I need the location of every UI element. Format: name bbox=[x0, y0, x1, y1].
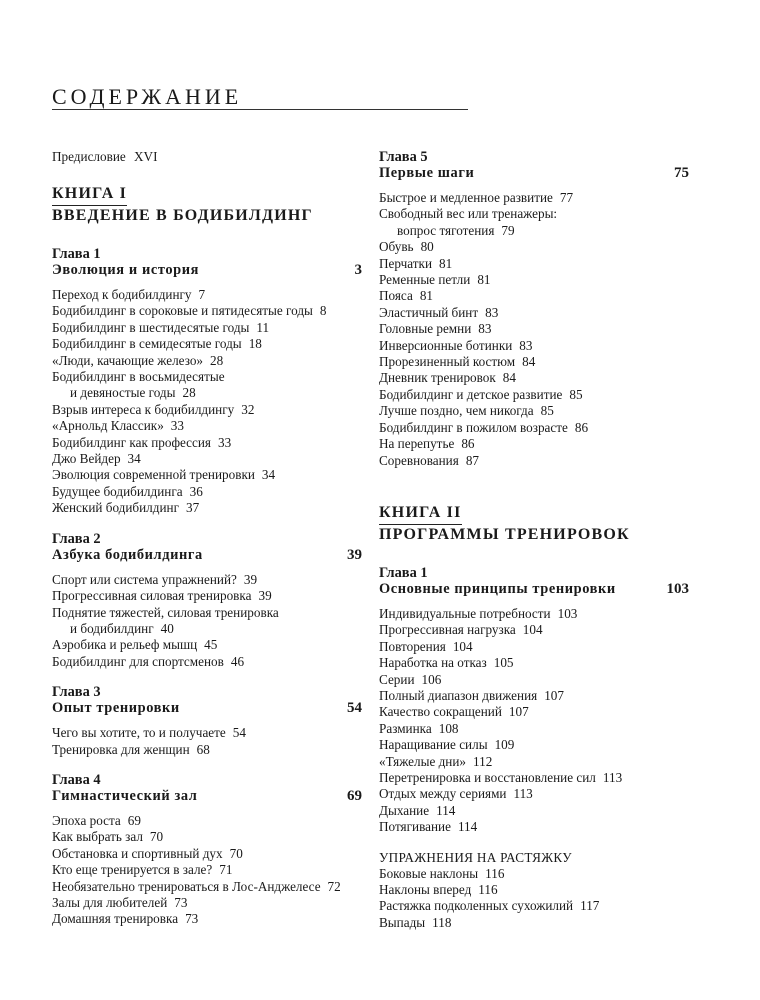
toc-entry[interactable] bbox=[379, 639, 689, 655]
chapter-title-row[interactable] bbox=[52, 788, 362, 805]
stretch-heading: УПРАЖНЕНИЯ НА РАСТЯЖКУ bbox=[379, 849, 572, 865]
toc-entry-title: Прогрессивная силовая тренировка bbox=[52, 588, 252, 604]
toc-entry[interactable] bbox=[379, 387, 689, 403]
toc-entry-page: 87 bbox=[465, 452, 479, 468]
chapter-entries bbox=[52, 287, 362, 517]
toc-entry-page: 104 bbox=[522, 622, 543, 638]
chapter-title: Гимнастический зал bbox=[52, 787, 198, 804]
toc-entry-title: Женский бодибилдинг bbox=[52, 500, 179, 516]
toc-entry-page: 79 bbox=[501, 222, 515, 238]
toc-entry[interactable] bbox=[52, 287, 362, 303]
toc-entry[interactable] bbox=[379, 786, 689, 802]
toc-entry-title: Дыхание bbox=[379, 802, 430, 818]
toc-entry-title: Инверсионные ботинки bbox=[379, 337, 513, 353]
page-title: СОДЕРЖАНИЕ bbox=[52, 84, 243, 109]
toc-entry-page: 105 bbox=[493, 655, 514, 671]
toc-entry-page: 116 bbox=[478, 882, 498, 897]
chapter-title: Основные принципы тренировки bbox=[379, 580, 616, 597]
toc-entry[interactable] bbox=[379, 370, 689, 386]
toc-entry-title: Наращивание силы bbox=[379, 737, 488, 753]
chapter-entries bbox=[52, 725, 362, 758]
toc-entry-title: Пояса bbox=[379, 288, 413, 304]
toc-entry-title: Головные ремни bbox=[379, 321, 472, 337]
toc-entry-title: Перетренировка и восстановление сил bbox=[379, 769, 596, 785]
toc-entry-page: 28 bbox=[182, 385, 196, 401]
toc-entry-title: Необязательно тренироваться в Лос-Анджелесе bbox=[52, 878, 321, 894]
chapter-page: 39 bbox=[347, 546, 362, 563]
toc-entry-title: На перепутье bbox=[379, 436, 455, 452]
left-column bbox=[52, 149, 362, 942]
toc-entry-title: Бодибилдинг в восьмидесятые bbox=[52, 369, 225, 385]
toc-entry-page: 118 bbox=[432, 914, 452, 930]
chapter-title-row[interactable] bbox=[379, 165, 689, 182]
book-1-heading bbox=[52, 184, 362, 226]
preface-entry[interactable] bbox=[52, 149, 362, 165]
toc-entry[interactable] bbox=[52, 418, 362, 434]
toc-entry-page: 84 bbox=[502, 370, 516, 386]
toc-entry-title: Джо Вейдер bbox=[52, 451, 121, 467]
title-divider bbox=[52, 109, 468, 110]
toc-entry-page: 18 bbox=[248, 336, 262, 352]
toc-entry-title: Кто еще тренируется в зале? bbox=[52, 862, 213, 878]
toc-entry[interactable] bbox=[379, 721, 689, 737]
chapter-title: Азбука бодибилдинга bbox=[52, 546, 203, 563]
toc-entry-title: Эпоха роста bbox=[52, 812, 121, 828]
chapter-number: Глава 4 bbox=[52, 771, 101, 788]
toc-entry-page: 80 bbox=[420, 239, 434, 255]
toc-entry-page: 8 bbox=[319, 303, 327, 319]
toc-entry-page: 7 bbox=[198, 287, 206, 302]
toc-entry-title: Наработка на отказ bbox=[379, 655, 487, 671]
toc-entry[interactable] bbox=[52, 621, 362, 637]
toc-entry-page: 36 bbox=[189, 483, 203, 499]
toc-entry-title: Бодибилдинг в шестидесятые годы bbox=[52, 319, 250, 335]
toc-entry-page: 54 bbox=[232, 725, 246, 741]
toc-entry[interactable] bbox=[52, 862, 362, 878]
toc-entry-page: 81 bbox=[439, 255, 453, 271]
stretch-entries bbox=[379, 866, 689, 932]
chapter-title: Эволюция и история bbox=[52, 262, 199, 278]
toc-entry-title: Обувь bbox=[379, 239, 414, 255]
chapter-title-row[interactable] bbox=[52, 262, 362, 279]
toc-entry-title: Будущее бодибилдинга bbox=[52, 483, 183, 499]
toc-entry[interactable] bbox=[379, 704, 689, 720]
toc-entry-page: 68 bbox=[196, 741, 210, 757]
toc-entry[interactable] bbox=[52, 654, 362, 670]
toc-entry-title: Перчатки bbox=[379, 255, 433, 271]
toc-entry[interactable] bbox=[379, 655, 689, 671]
toc-entry[interactable] bbox=[379, 606, 689, 622]
toc-entry-page: 83 bbox=[478, 321, 492, 337]
toc-entry-page: 83 bbox=[485, 304, 499, 320]
toc-entry-page: 116 bbox=[485, 865, 505, 881]
toc-entry-title: Бодибилдинг в пожилом возрасте bbox=[379, 419, 568, 435]
toc-entry-page: 113 bbox=[602, 769, 623, 785]
toc-entry[interactable] bbox=[379, 866, 689, 882]
toc-entry[interactable] bbox=[52, 484, 362, 500]
toc-entry[interactable] bbox=[52, 467, 362, 483]
toc-entry[interactable] bbox=[52, 353, 362, 369]
toc-entry-title: «Люди, качающие железо» bbox=[52, 352, 204, 368]
toc-entry-page: 32 bbox=[241, 401, 255, 417]
toc-entry[interactable] bbox=[379, 239, 689, 255]
toc-entry-page: 107 bbox=[544, 687, 564, 703]
toc-entry-title: Прогрессивная нагрузка bbox=[379, 622, 516, 638]
toc-entry-page: 81 bbox=[419, 288, 433, 304]
stretch-section bbox=[379, 850, 689, 932]
toc-entry-page: 73 bbox=[185, 911, 199, 927]
chapter-entries bbox=[52, 572, 362, 670]
toc-entry-page: 69 bbox=[127, 812, 141, 828]
toc-entry[interactable] bbox=[379, 622, 689, 638]
toc-entry[interactable] bbox=[379, 754, 689, 770]
chapter-block bbox=[52, 531, 362, 670]
toc-entry-page: 109 bbox=[494, 737, 515, 753]
toc-entry-title: Качество сокращений bbox=[379, 704, 502, 720]
chapter-page: 103 bbox=[666, 580, 689, 597]
toc-entry[interactable] bbox=[379, 453, 689, 469]
toc-entry[interactable] bbox=[52, 303, 362, 319]
toc-entry[interactable] bbox=[379, 403, 689, 419]
toc-entry-page: 86 bbox=[574, 419, 589, 435]
toc-entry-page: 106 bbox=[421, 671, 442, 687]
toc-entry-page: 39 bbox=[258, 588, 272, 604]
toc-entry[interactable] bbox=[379, 882, 689, 898]
toc-entry[interactable] bbox=[52, 435, 362, 451]
toc-entry[interactable] bbox=[379, 354, 689, 370]
book-1-label: КНИГА I bbox=[52, 184, 127, 206]
toc-entry-page: 11 bbox=[256, 319, 270, 335]
toc-entry-title: Полный диапазон движения bbox=[379, 687, 538, 703]
toc-entry-page: 70 bbox=[229, 845, 243, 861]
toc-entry-title: и бодибилдинг bbox=[70, 620, 154, 636]
toc-entry[interactable] bbox=[52, 879, 362, 895]
preface-page: XVI bbox=[134, 149, 158, 164]
toc-entry-page: 104 bbox=[452, 638, 473, 654]
chapter-page: 75 bbox=[674, 165, 689, 181]
chapter-number: Глава 2 bbox=[52, 530, 101, 547]
toc-entry[interactable] bbox=[52, 369, 362, 385]
chapter-block bbox=[379, 149, 689, 469]
toc-entry-title: вопрос тяготения bbox=[397, 222, 495, 238]
toc-entry-title: Бодибилдинг в сороковые и пятидесятые годы bbox=[52, 303, 313, 319]
toc-entry-title: Обстановка и спортивный дух bbox=[52, 845, 223, 861]
toc-entry[interactable] bbox=[52, 846, 362, 862]
toc-entry-page: 81 bbox=[477, 272, 491, 288]
chapter-page: 69 bbox=[347, 787, 362, 804]
chapter-title-row[interactable] bbox=[52, 547, 362, 564]
toc-entry[interactable] bbox=[52, 572, 362, 588]
toc-entry[interactable] bbox=[379, 915, 689, 931]
toc-entry-title: Эластичный бинт bbox=[379, 304, 479, 320]
toc-entry[interactable] bbox=[52, 605, 362, 621]
chapter-title: Опыт тренировки bbox=[52, 700, 180, 717]
toc-entry[interactable] bbox=[52, 911, 362, 927]
toc-entry-title: и девяностые годы bbox=[70, 385, 176, 401]
toc-entry-page: 77 bbox=[559, 190, 574, 205]
toc-entry[interactable] bbox=[379, 672, 689, 688]
toc-entry[interactable] bbox=[379, 898, 689, 914]
toc-entry[interactable] bbox=[379, 272, 689, 288]
toc-entry-page: 114 bbox=[436, 802, 456, 818]
toc-entry-page: 34 bbox=[261, 467, 276, 483]
toc-entry-title: Аэробика и рельеф мышц bbox=[52, 637, 198, 653]
toc-entry-title: Чего вы хотите, то и получаете bbox=[52, 725, 226, 741]
chapter-title-row[interactable] bbox=[379, 581, 689, 598]
toc-entry-title: Как выбрать зал bbox=[52, 829, 143, 845]
chapter-block bbox=[52, 684, 362, 758]
toc-entry-title: Лучше поздно, чем никогда bbox=[379, 403, 534, 419]
toc-entry[interactable] bbox=[379, 803, 689, 819]
toc-entry-page: 39 bbox=[243, 571, 258, 587]
toc-entry[interactable] bbox=[379, 256, 689, 272]
chapter-number: Глава 5 bbox=[379, 149, 428, 165]
toc-entry-page: 103 bbox=[557, 605, 578, 621]
toc-entry-title: Боковые наклоны bbox=[379, 865, 479, 881]
toc-entry[interactable] bbox=[379, 223, 689, 239]
toc-entry[interactable] bbox=[379, 420, 689, 436]
toc-entry[interactable] bbox=[52, 500, 362, 516]
book-1-chapters bbox=[52, 246, 362, 928]
chapter-block bbox=[52, 772, 362, 928]
toc-entry[interactable] bbox=[379, 305, 689, 321]
toc-entry-page: 113 bbox=[513, 786, 533, 802]
toc-entry[interactable] bbox=[52, 725, 362, 741]
toc-entry-title: Бодибилдинг и детское развитие bbox=[379, 386, 563, 402]
toc-entry-page: 45 bbox=[204, 637, 218, 653]
toc-entry-page: 84 bbox=[522, 354, 536, 370]
toc-entry-title: Залы для любителей bbox=[52, 894, 168, 910]
toc-entry-page: 107 bbox=[508, 704, 529, 720]
toc-entry-page: 117 bbox=[580, 898, 600, 914]
toc-entry-page: 33 bbox=[218, 434, 232, 450]
toc-entry[interactable] bbox=[379, 190, 689, 206]
toc-entry-title: Соревнования bbox=[379, 452, 459, 468]
toc-entry-title: Потягивание bbox=[379, 819, 451, 835]
toc-entry-title: «Тяжелые дни» bbox=[379, 753, 467, 769]
chapter-5 bbox=[379, 149, 689, 469]
toc-entry-title: Наклоны вперед bbox=[379, 882, 472, 897]
toc-entry-title: Индивидуальные потребности bbox=[379, 605, 551, 621]
toc-entry[interactable] bbox=[379, 338, 689, 354]
toc-entry[interactable] bbox=[52, 320, 362, 336]
toc-entry-page: 112 bbox=[473, 753, 493, 769]
toc-entry-page: 34 bbox=[127, 451, 141, 467]
toc-entry-title: Серии bbox=[379, 671, 415, 687]
toc-entry-title: Отдых между сериями bbox=[379, 786, 507, 802]
toc-entry-page: 108 bbox=[438, 720, 459, 736]
toc-entry[interactable] bbox=[379, 737, 689, 753]
toc-entry-title: Растяжка подколенных сухожилий bbox=[379, 898, 574, 914]
toc-entry[interactable] bbox=[379, 770, 689, 786]
toc-entry-page: 37 bbox=[186, 500, 200, 516]
chapter-title-row[interactable] bbox=[52, 700, 362, 717]
toc-entry-title: Прорезиненный костюм bbox=[379, 354, 516, 370]
chapter-block bbox=[52, 246, 362, 517]
toc-entry-title: Выпады bbox=[379, 914, 426, 930]
right-column bbox=[379, 149, 689, 931]
toc-entry-title: Бодибилдинг в семидесятые годы bbox=[52, 336, 242, 352]
toc-entry-title: Бодибилдинг как профессия bbox=[52, 434, 211, 450]
toc-entry-title: Спорт или система упражнений? bbox=[52, 571, 237, 587]
toc-entry[interactable] bbox=[52, 829, 362, 845]
toc-entry[interactable] bbox=[379, 688, 689, 704]
toc-entry-title: Повторения bbox=[379, 638, 446, 654]
toc-entry-page: 83 bbox=[519, 337, 533, 353]
toc-entry[interactable] bbox=[379, 206, 689, 222]
toc-entry-page: 85 bbox=[569, 386, 583, 402]
toc-entry-page: 33 bbox=[170, 418, 184, 434]
book-2-label: КНИГА II bbox=[379, 503, 462, 525]
toc-entry-title: Разминка bbox=[379, 720, 432, 736]
toc-entry[interactable] bbox=[52, 588, 362, 604]
toc-entry-page: 40 bbox=[160, 620, 174, 636]
toc-entry[interactable] bbox=[52, 813, 362, 829]
toc-entry[interactable] bbox=[379, 288, 689, 304]
chapter-entries bbox=[379, 190, 689, 469]
chapter-title: Первые шаги bbox=[379, 165, 475, 181]
toc-entry[interactable] bbox=[379, 819, 689, 835]
chapter-entries bbox=[379, 606, 689, 836]
toc-entry-title: Быстрое и медленное развитие bbox=[379, 190, 553, 205]
toc-entry[interactable] bbox=[52, 451, 362, 467]
toc-entry-title: Поднятие тяжестей, силовая тренировка bbox=[52, 604, 279, 620]
toc-entry[interactable] bbox=[52, 742, 362, 758]
toc-entry-page: 114 bbox=[457, 819, 478, 835]
chapter-number: Глава 1 bbox=[52, 246, 101, 262]
toc-entry[interactable] bbox=[379, 321, 689, 337]
toc-entry[interactable] bbox=[379, 436, 689, 452]
chapter-page: 3 bbox=[354, 262, 362, 278]
preface-label: Предисловие bbox=[52, 149, 126, 164]
toc-entry-title: Переход к бодибилдингу bbox=[52, 287, 192, 302]
toc-entry[interactable] bbox=[52, 637, 362, 653]
toc-entry[interactable] bbox=[52, 385, 362, 401]
toc-entry-title: Свободный вес или тренажеры: bbox=[379, 206, 558, 222]
toc-entry-title: «Арнольд Классик» bbox=[52, 418, 164, 434]
book-1-title: ВВЕДЕНИЕ В БОДИБИЛДИНГ bbox=[52, 207, 313, 224]
toc-entry-title: Ременные петли bbox=[379, 272, 471, 288]
toc-entry-title: Бодибилдинг для спортсменов bbox=[52, 653, 224, 669]
chapter-entries bbox=[52, 813, 362, 928]
book-2-chapter-1 bbox=[379, 565, 689, 836]
toc-entry-title: Тренировка для женщин bbox=[52, 741, 190, 757]
toc-entry-title: Дневник тренировок bbox=[379, 370, 496, 386]
toc-entry-page: 85 bbox=[540, 403, 554, 419]
toc-entry-page: 71 bbox=[219, 862, 233, 878]
chapter-number: Глава 3 bbox=[52, 684, 101, 701]
toc-entry-page: 70 bbox=[149, 829, 164, 845]
toc-entry[interactable] bbox=[52, 402, 362, 418]
book-2-title: ПРОГРАММЫ ТРЕНИРОВОК bbox=[379, 525, 630, 543]
toc-entry-page: 46 bbox=[230, 653, 245, 669]
toc-entry-page: 73 bbox=[174, 894, 188, 910]
chapter-number: Глава 1 bbox=[379, 564, 428, 581]
book-2-heading bbox=[379, 503, 689, 545]
toc-entry[interactable] bbox=[52, 895, 362, 911]
chapter-page: 54 bbox=[347, 700, 362, 717]
toc-entry[interactable] bbox=[52, 336, 362, 352]
toc-entry-page: 28 bbox=[210, 352, 224, 368]
toc-entry-page: 86 bbox=[461, 436, 475, 452]
toc-entry-title: Домашняя тренировка bbox=[52, 911, 179, 927]
chapter-block bbox=[379, 565, 689, 836]
toc-entry-page: 72 bbox=[327, 878, 341, 894]
toc-entry-title: Эволюция современной тренировки bbox=[52, 467, 255, 483]
toc-entry-title: Взрыв интереса к бодибилдингу bbox=[52, 401, 235, 417]
